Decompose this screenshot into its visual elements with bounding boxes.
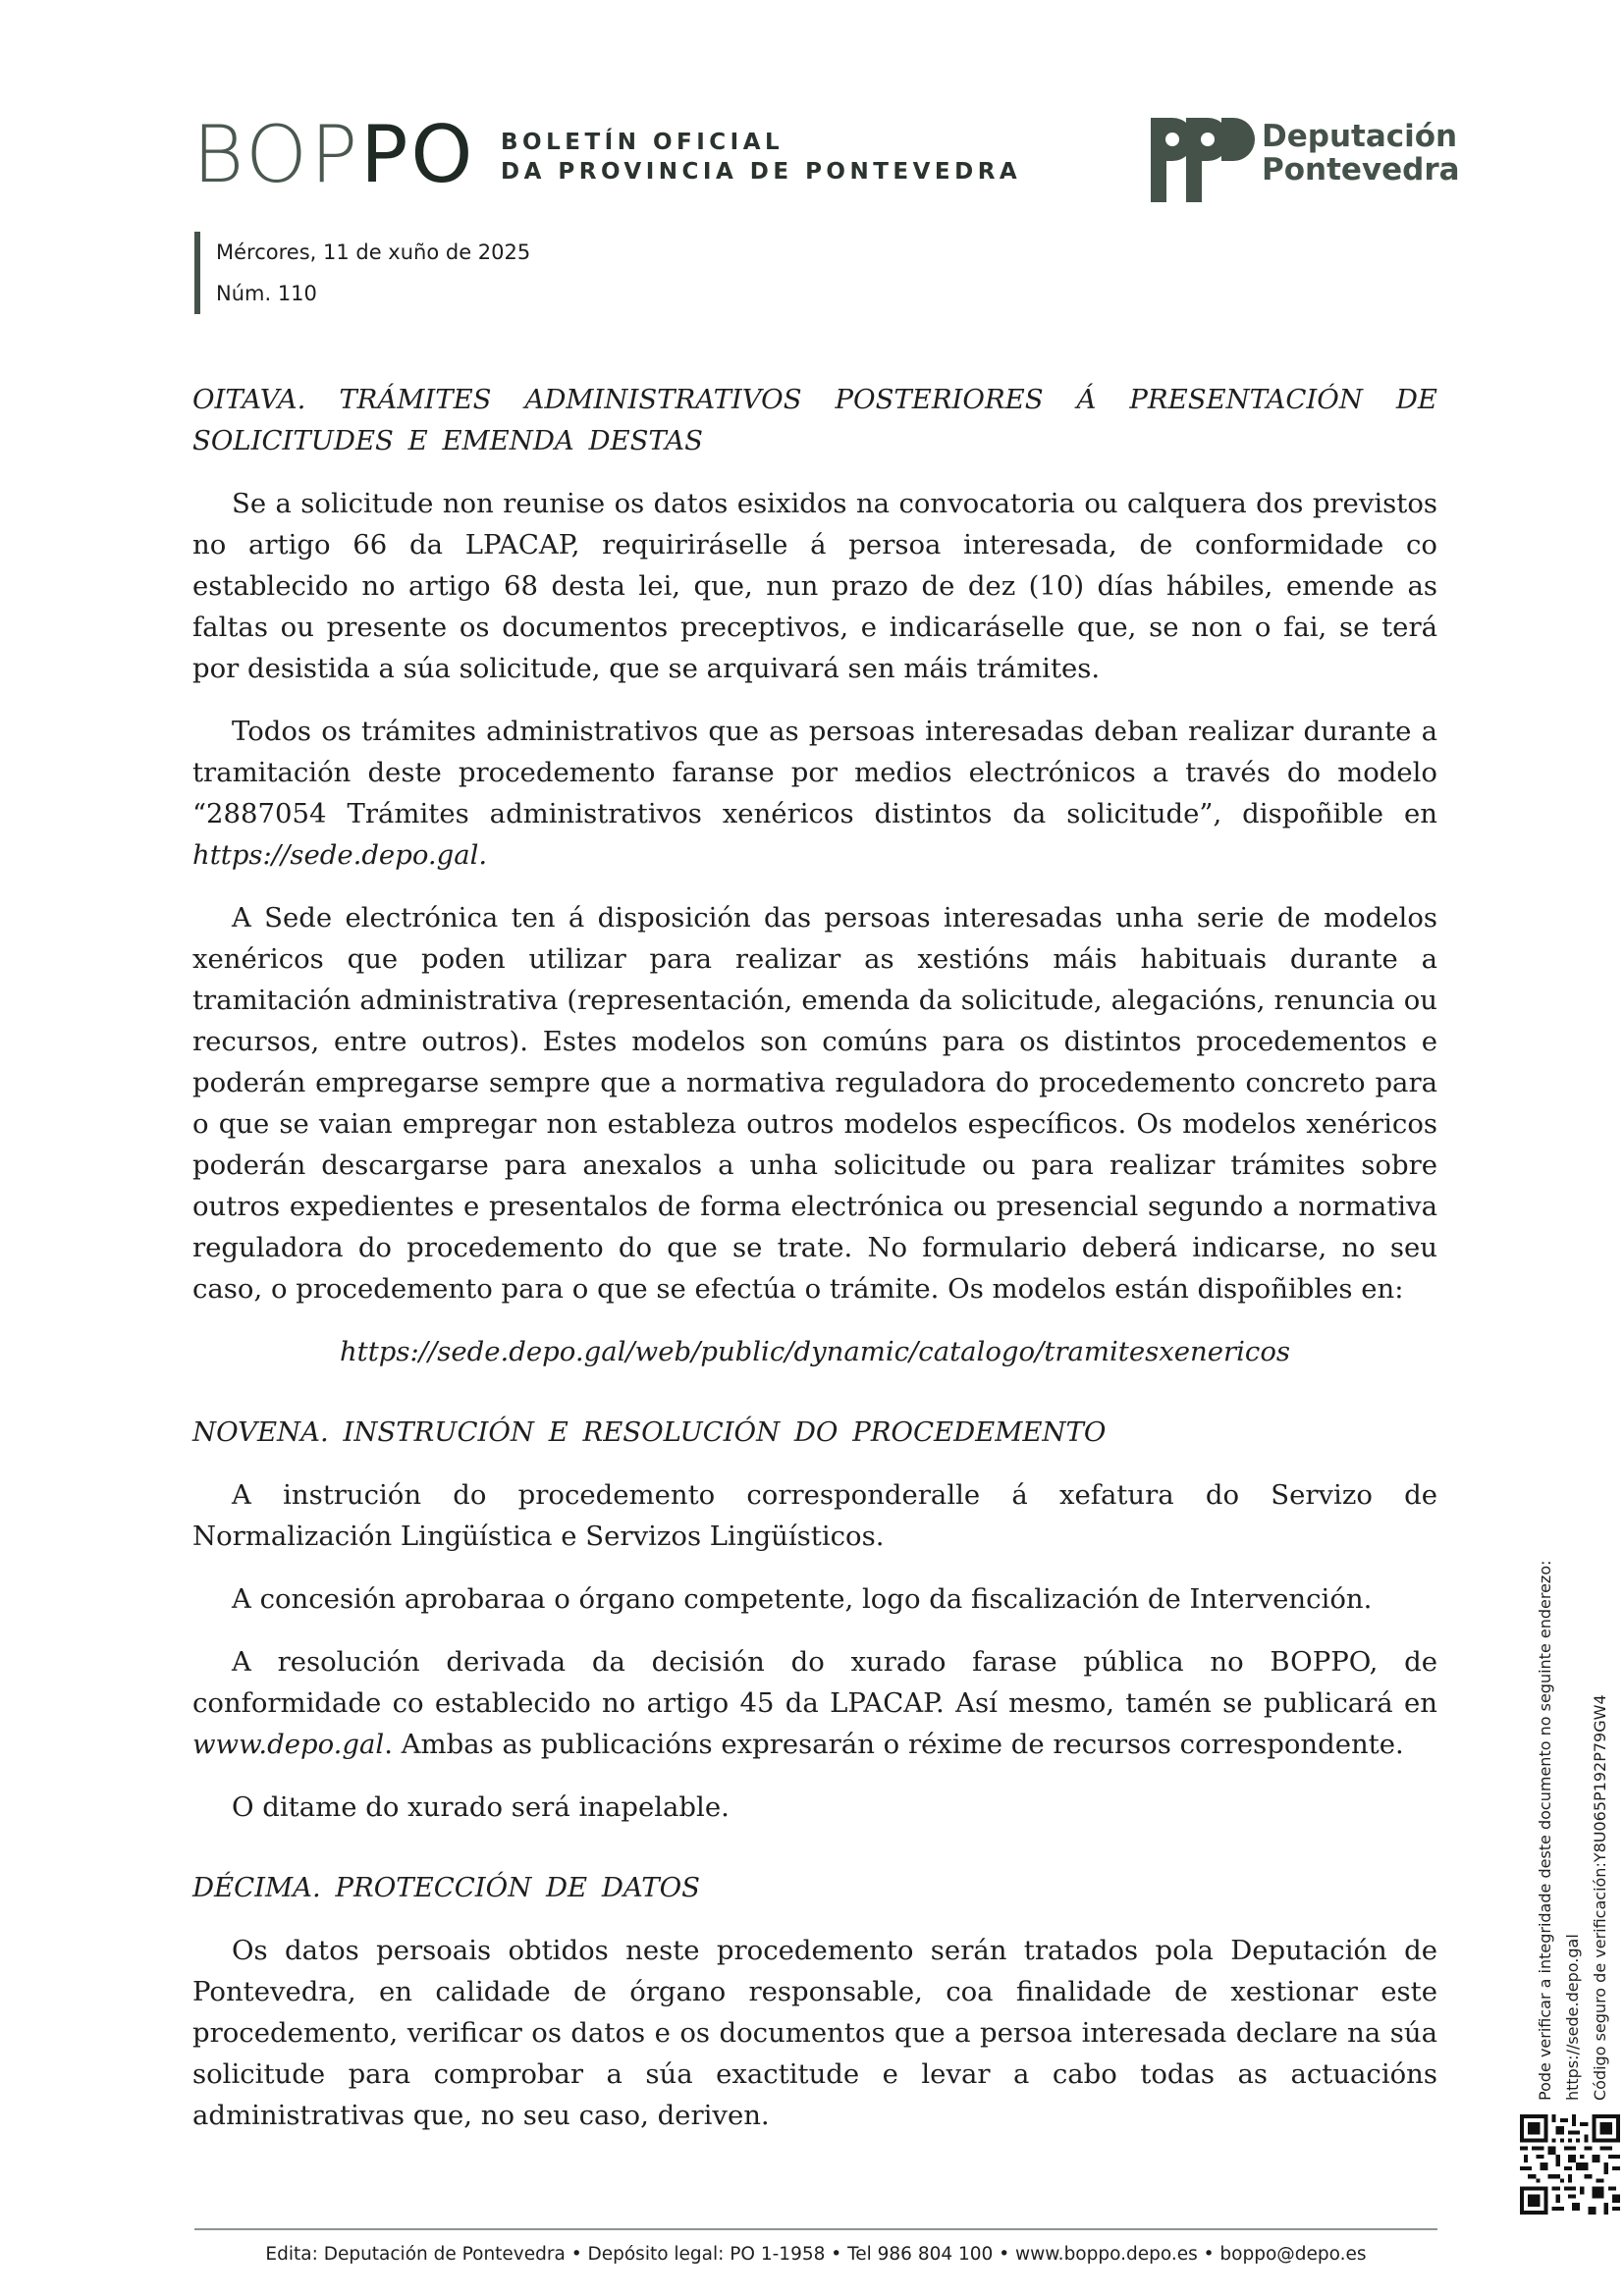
paragraph: A concesión aprobaraa o órgano competente, logo da fiscalización de Intervención. xyxy=(232,1583,1373,1615)
paragraph: Os datos persoais obtidos neste procedemento serán tratados pola Deputación de Pontevedra, en calidade de órgano responsable, coa finalidade de xestionar este procedemento, verificar os datos e os documentos que a persoa interesada declare na súa solicitude para comprobar a súa exactitude e levar a cabo todas as actuacións administrativas que, no seu caso, deriven. xyxy=(192,1935,1437,2131)
qr-code-icon xyxy=(1520,2114,1620,2215)
issue-info xyxy=(194,232,530,314)
verification-note xyxy=(1532,1531,1620,2101)
document-body xyxy=(192,379,1437,2136)
section-title-novena: NOVENA. INSTRUCIÓN E RESOLUCIÓN DO PROCEDEMENTO xyxy=(192,1416,1107,1448)
footer-divider xyxy=(194,2228,1437,2230)
section-title-decima: DÉCIMA. PROTECCIÓN DE DATOS xyxy=(192,1872,700,1903)
verification-line-1: Pode verificar a integridade deste documento no seguinte enderezo: xyxy=(1536,1560,1554,2101)
paragraph xyxy=(192,711,1437,876)
deputacion-logo-icon xyxy=(1147,116,1255,204)
paragraph xyxy=(192,1641,1437,1765)
verification-line-3: Código seguro de verificación:Y8U065P192P79GW4 xyxy=(1591,1694,1609,2101)
paragraph: A instrución do procedemento corresponderalle á xefatura do Servizo de Normalización Lingüística e Servizos Lingüísticos. xyxy=(192,1479,1437,1552)
issue-date: Mércores, 11 de xuño de 2025 xyxy=(216,240,531,264)
footer-text: Edita: Deputación de Pontevedra • Depósito legal: PO 1-1958 • Tel 986 804 100 • www.boppo.depo.es • boppo@depo.es xyxy=(265,2244,1367,2265)
section-title-oitava: OITAVA. TRÁMITES ADMINISTRATIVOS POSTERIORES Á PRESENTACIÓN DE SOLICITUDES E EMENDA DESTAS xyxy=(192,384,1437,456)
tramites-url[interactable]: https://sede.depo.gal/web/public/dynamic/catalogo/tramitesxenericos xyxy=(339,1336,1291,1367)
verification-line-2[interactable]: https://sede.depo.gal xyxy=(1563,1934,1582,2101)
paragraph: Se a solicitude non reunise os datos esixidos na convocatoria ou calquera dos previstos no artigo 66 da LPACAP, requiriráselle á persoa interesada, de conformidade co establecido no artigo 68 desta lei, que, nun prazo de dez (10) días hábiles, emende as faltas ou presente os documentos preceptivos, e indicaráselle que, se non o fai, se terá por desistida a súa solicitude, que se arquivará sen máis trámites. xyxy=(192,488,1437,684)
boppo-logo xyxy=(192,109,476,200)
logo-part-light: BOP xyxy=(192,109,361,200)
paragraph: A Sede electrónica ten á disposición das persoas interesadas unha serie de modelos xenéricos que poden utilizar para realizar as xestións máis habituais durante a tramitación administrativa (representación, emenda da solicitude, alegacións, renuncia ou recursos, entre outros). Estes modelos son comúns para os distintos procedementos e poderán empregarse sempre que a normativa reguladora do procedemento concreto para o que se vaian empregar non estableza outros modelos específicos. Os modelos xenéricos poderán descargarse para anexalos a unha solicitude ou para realizar trámites sobre outros expedientes e presentalos de forma electrónica ou presencial segundo a normativa reguladora do procedemento do que se trate. No formulario deberá indicarse, no seu caso, o procedemento para o que se efectúa o trámite. Os modelos están dispoñibles en: xyxy=(192,902,1437,1305)
depo-link[interactable]: www.depo.gal xyxy=(192,1729,385,1760)
issue-number: Núm. 110 xyxy=(216,282,317,305)
dep-line-1: Deputación xyxy=(1262,119,1458,154)
subtitle-line-1: BOLETÍN OFICIAL xyxy=(501,130,785,155)
sede-link[interactable]: https://sede.depo.gal. xyxy=(192,839,488,871)
boletin-subtitle xyxy=(501,128,1021,187)
paragraph: O ditame do xurado será inapelable. xyxy=(232,1791,730,1823)
paragraph-text: A resolución derivada da decisión do xurado farase pública no BOPPO, de conformidade co establecido no artigo 45 da LPACAP. Así mesmo, tamén se publicará en xyxy=(192,1646,1437,1719)
subtitle-line-2: DA PROVINCIA DE PONTEVEDRA xyxy=(501,159,1022,185)
logo-part-bold: PO xyxy=(360,109,476,200)
paragraph-text: . Ambas as publicacións expresarán o réxime de recursos correspondente. xyxy=(384,1729,1404,1760)
paragraph-text: Todos os trámites administrativos que as persoas interesadas deban realizar durante a tramitación deste procedemento faranse por medios electrónicos a través do modelo “2887054 Trámites administrativos xenéricos distintos da solicitude”, dispoñible en xyxy=(192,716,1437,829)
dep-line-2: Pontevedra xyxy=(1262,152,1460,187)
deputacion-logo-text xyxy=(1262,120,1460,187)
